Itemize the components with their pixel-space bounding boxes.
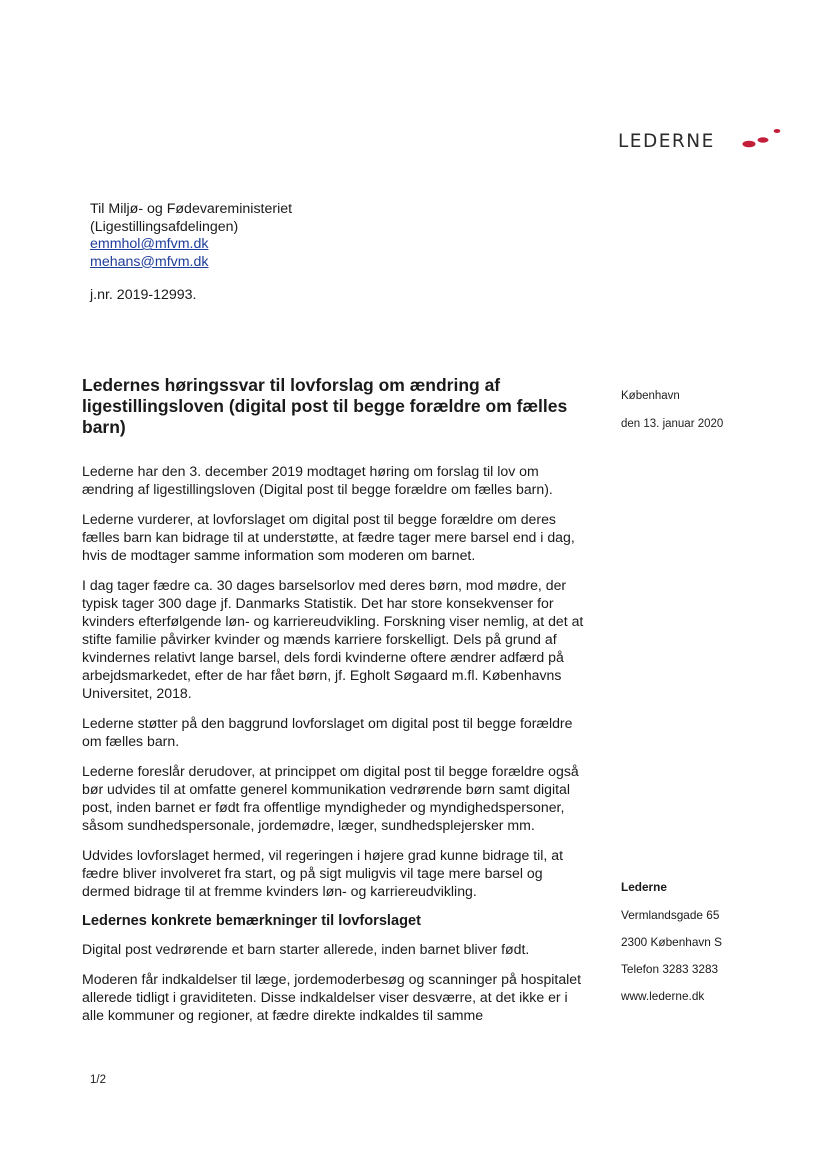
paragraph: Digital post vedrørende et barn starter allerede, inden barnet bliver født. bbox=[82, 941, 530, 957]
contact-street: Vermlandsgade 65 bbox=[621, 908, 720, 922]
logo-text: LEDERNE bbox=[618, 131, 715, 152]
letter-body bbox=[82, 462, 592, 1036]
contact-city: 2300 København S bbox=[621, 935, 723, 949]
section-heading: Ledernes konkrete bemærkninger til lovforslaget bbox=[82, 913, 421, 929]
date: den 13. januar 2020 bbox=[621, 418, 724, 430]
sender-contact bbox=[621, 880, 722, 1016]
contact-org: Lederne bbox=[621, 880, 667, 894]
logo-dots-icon bbox=[742, 126, 786, 150]
email-link[interactable]: mehans@mfvm.dk bbox=[90, 253, 209, 270]
paragraph: Lederne foreslår derudover, at princippet om digital post til begge forældre også bør udvides til at omfatte generel kommunikation vedrørende børn samt digital post, inden barnet er født fra offentlige myndigheder og myndighedspersoner, såsom sundhedspersonale, jordemødre, læger, sundhedsplejersker mm. bbox=[82, 763, 579, 833]
recipient-line: Til Miljø- og Fødevareministeriet bbox=[90, 201, 293, 217]
place: København bbox=[621, 390, 680, 402]
paragraph: I dag tager fædre ca. 30 dages barselsorlov med deres børn, mod mødre, der typisk tager 300 dage jf. Danmarks Statistik. Det har store konsekvenser for kvinders efterfølgende løn- og karriereudvikling. Forskning viser nemlig, at det at stifte familie påvirker kvinder og mænds karriere forskelligt. Dels på grund af kvindernes relativt lange barsel, dels fordi kvinderne oftere ændrer adfærd på arbejdsmarkedet, efter de har fået børn, jf. Egholt Søgaard m.fl. Københavns Universitet, 2018. bbox=[82, 577, 584, 701]
paragraph: Lederne vurderer, at lovforslaget om digital post til begge forældre om deres fælles barn kan bidrage til at understøtte, at fædre tager mere barsel end i dag, hvis de modtager samme information som moderen om barnet. bbox=[82, 511, 575, 563]
document-title: Ledernes høringssvar til lovforslag om ændring af ligestillingsloven (digital post til begge forældre om fælles barn) bbox=[82, 375, 568, 437]
paragraph: Moderen får indkaldelser til læge, jordemoderbesøg og scanninger på hospitalet allerede tidligt i graviditeten. Disse indkaldelser viser desværre, at det ikke er i alle kommuner og regioner, at fædre direkte indkaldes til samme bbox=[82, 971, 582, 1023]
recipient-line: (Ligestillingsafdelingen) bbox=[90, 218, 239, 235]
paragraph: Udvides lovforslaget hermed, vil regeringen i højere grad kunne bidrage til, at fædre bliver involveret fra start, og på sigt muligvis vil tage mere barsel og dermed bidrage til at fremme kvinders løn- og karriereudvikling. bbox=[82, 847, 564, 899]
recipient-address bbox=[90, 201, 292, 271]
paragraph: Lederne har den 3. december 2019 modtaget høring om forslag til lov om ændring af ligestillingsloven (Digital post til begge forældre om fælles barn). bbox=[82, 463, 553, 497]
contact-web[interactable]: www.lederne.dk bbox=[621, 989, 705, 1003]
page-number: 1/2 bbox=[90, 1074, 106, 1086]
contact-phone: Telefon 3283 3283 bbox=[621, 962, 719, 976]
email-link[interactable]: emmhol@mfvm.dk bbox=[90, 236, 209, 253]
journal-number: j.nr. 2019-12993. bbox=[90, 287, 197, 303]
paragraph: Lederne støtter på den baggrund lovforslaget om digital post til begge forældre om fælles barn. bbox=[82, 715, 573, 749]
